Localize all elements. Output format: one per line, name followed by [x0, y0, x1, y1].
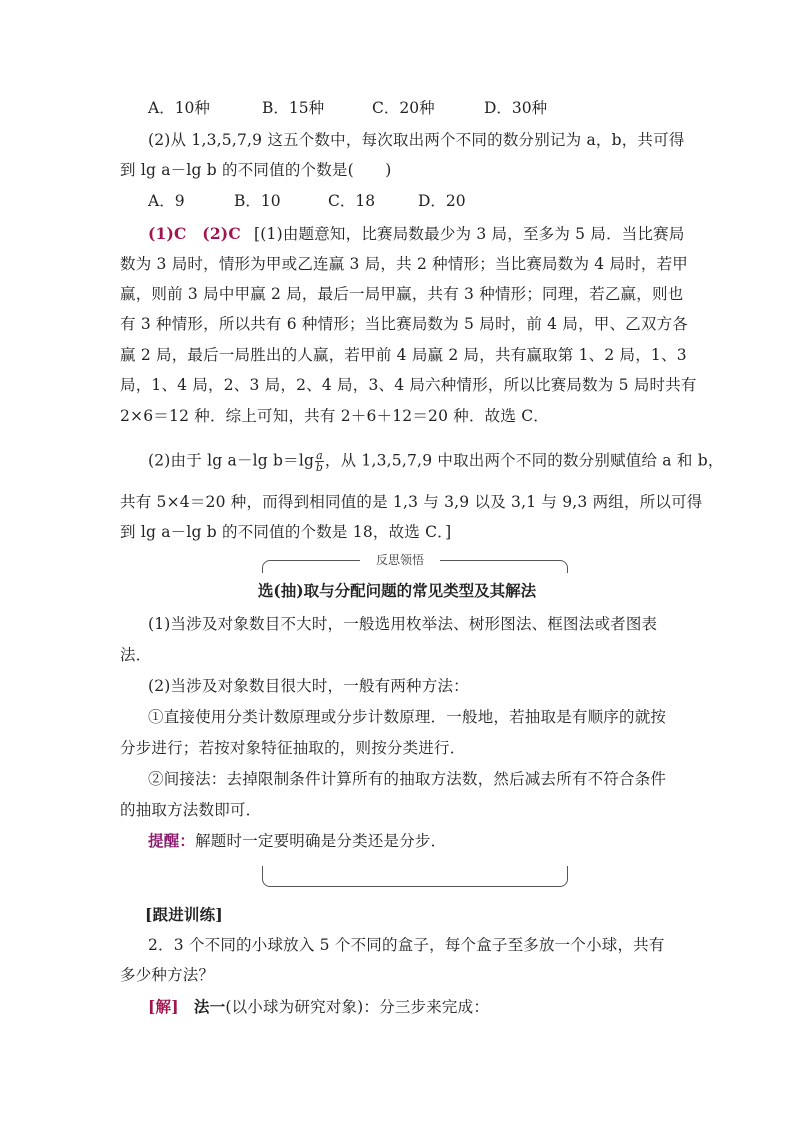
- reflection-point-1-line-2: 法．: [120, 646, 152, 664]
- solution-1-line-2: 数为 3 局时，情形为甲或乙连赢 3 局，共 2 种情形；当比赛局数为 4 局时，若甲: [120, 255, 688, 273]
- solution-2-post: ，从 1,3,5,7,9 中取出两个不同的数分别赋值给 a 和 b，: [324, 451, 724, 470]
- reflection-label: 反思领悟: [360, 552, 440, 568]
- reflection-point-2: (2)当涉及对象数目很大时，一般有两种方法：: [148, 677, 469, 695]
- solution-label: [解]: [148, 997, 179, 1016]
- solution-2-line-3: 到 lg a－lg b 的不同值的个数是 18，故选 C．]: [120, 523, 452, 541]
- reminder: [148, 831, 446, 851]
- practice-2-line-1: 2．3 个不同的小球放入 5 个不同的盒子，每个盒子至多放一个小球，共有: [148, 936, 665, 954]
- q2-option-c: C．18: [328, 192, 376, 210]
- fraction-numerator: a: [316, 449, 323, 462]
- q1-option-b: B．15种: [262, 99, 325, 117]
- reflection-point-4-line-2: 的抽取方法数即可．: [120, 801, 262, 819]
- solution-1-line-7: 2×6＝12 种．综上可知，共有 2＋6＋12＝20 种．故选 C．: [120, 407, 549, 425]
- reminder-label: 提醒：: [148, 831, 196, 850]
- q1-option-c: C．20种: [372, 99, 435, 117]
- fraction-a-over-b: [315, 450, 324, 473]
- reminder-text: 解题时一定要明确是分类还是分步．: [195, 832, 447, 850]
- q2-stem-line-1: (2)从 1,3,5,7,9 这五个数中，每次取出两个不同的数分别记为 a，b，共可得: [148, 131, 685, 149]
- solution-2-line-1: [148, 450, 724, 473]
- fraction-denominator: b: [315, 461, 324, 474]
- reflection-title: 选(抽)取与分配问题的常见类型及其解法: [257, 581, 537, 600]
- practice-label-text: [跟进训练]: [145, 905, 223, 924]
- q2-stem-line-2: 到 lg a－lg b 的不同值的个数是( ): [120, 161, 392, 179]
- solution-1-line-5: 赢 2 局，最后一局胜出的人赢，若甲前 4 局赢 2 局，共有赢取第 1、2 局，1、3: [120, 346, 687, 364]
- method-1-label: 法一: [193, 997, 226, 1016]
- solution-method-1: [148, 997, 489, 1017]
- answer-key: (1)C (2)C: [148, 224, 241, 243]
- solution-1-text: [(1)由题意知，比赛局数最少为 3 局，至多为 5 局．当比赛局: [254, 225, 685, 243]
- reflection-frame-bottom: [262, 866, 568, 887]
- q2-option-d: D．20: [418, 192, 466, 210]
- solution-2-pre: (2)由于 lg a－lg b＝lg: [148, 451, 315, 470]
- reflection-point-3-line-1: ①直接使用分类计数原理或分步计数原理．一般地，若抽取是有顺序的就按: [148, 708, 667, 726]
- solution-1-line-6: 局，1、4 局，2、3 局，2、4 局，3、4 局六种情形，所以比赛局数为 5 局时共有: [120, 376, 697, 394]
- solution-1-line-1: [148, 224, 685, 244]
- solution-1-line-4: 有 3 种情形，所以共有 6 种情形；当比赛局数为 5 局时，前 4 局，甲、乙双方各: [120, 315, 688, 333]
- q2-option-b: B．10: [234, 192, 281, 210]
- q1-option-d: D．30种: [484, 99, 548, 117]
- solution-2-line-2: 共有 5×4＝20 种，而得到相同值的是 1,3 与 3,9 以及 3,1 与 9,3 两组，所以可得: [120, 493, 703, 511]
- practice-2-line-2: 多少种方法？: [120, 966, 215, 984]
- q2-option-a: A．9: [148, 192, 185, 210]
- reflection-point-3-line-2: 分步进行；若按对象特征抽取的，则按分类进行．: [120, 739, 466, 757]
- method-1-text: (以小球为研究对象)：分三步来完成：: [225, 998, 490, 1016]
- reflection-point-4-line-1: ②间接法：去掉限制条件计算所有的抽取方法数，然后减去所有不符合条件: [148, 770, 667, 788]
- q1-option-a: A．10种: [148, 99, 210, 117]
- solution-1-line-3: 赢，则前 3 局中甲赢 2 局，最后一局甲赢，共有 3 种情形；同理，若乙赢，则也: [120, 285, 684, 303]
- reflection-point-1-line-1: (1)当涉及对象数目不大时，一般选用枚举法、树形图法、框图法或者图表: [148, 615, 658, 633]
- practice-label: [145, 905, 223, 925]
